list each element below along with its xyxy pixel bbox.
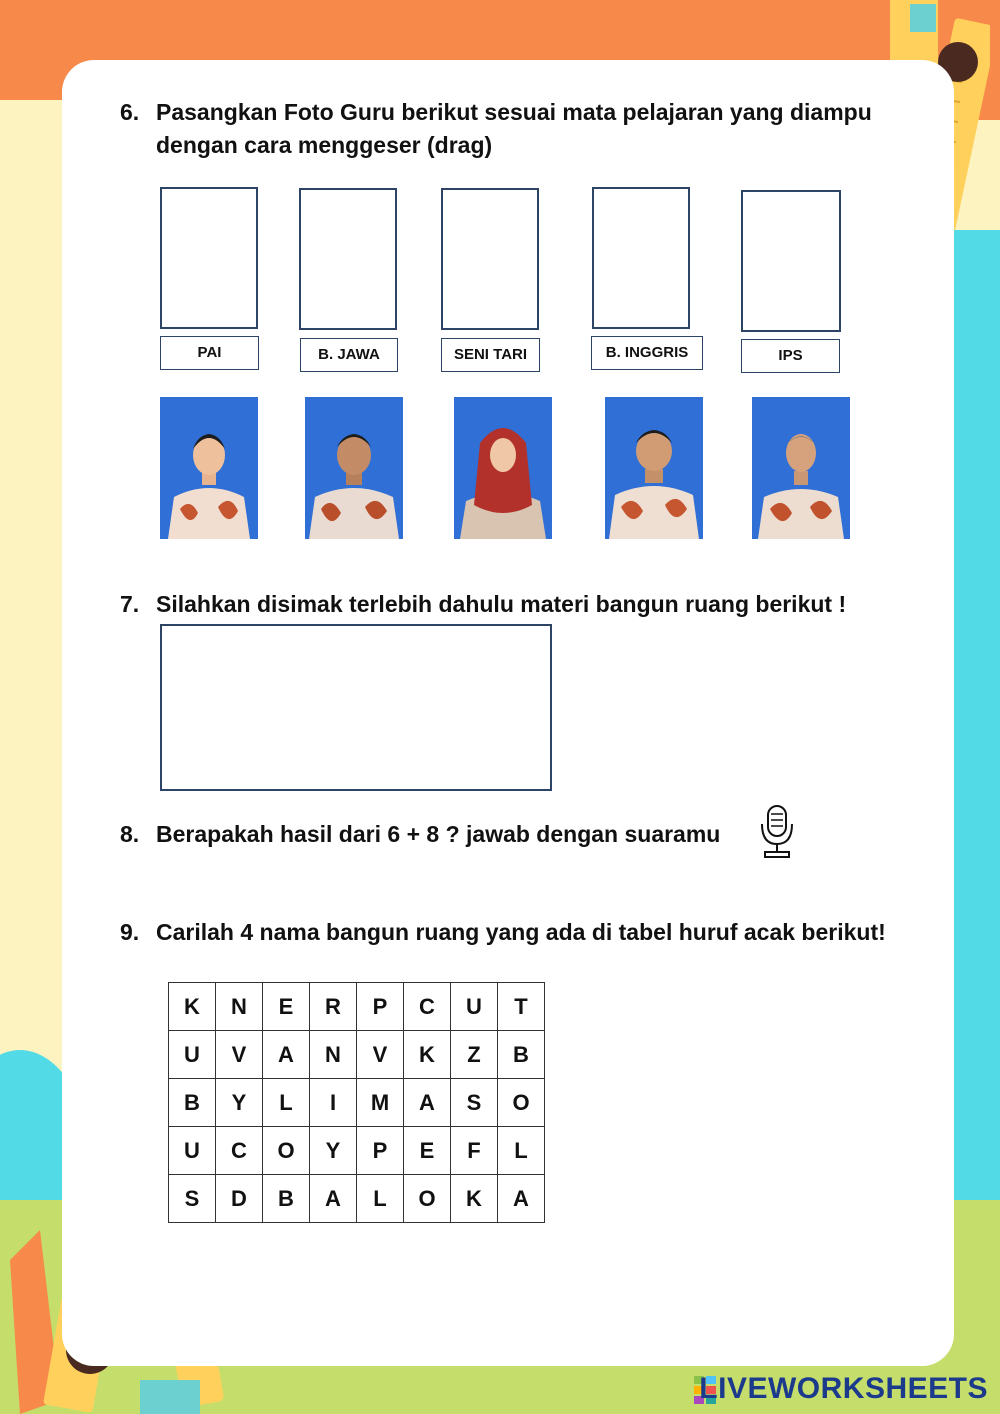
subject-label-seni-tari: SENI TARI [441,338,540,372]
grid-row [169,1031,545,1079]
grid-row [169,1127,545,1175]
grid-cell[interactable]: A [263,1031,310,1079]
grid-row [169,983,545,1031]
grid-cell[interactable]: L [498,1127,545,1175]
grid-row [169,1079,545,1127]
subject-label-ips: IPS [741,339,840,373]
drop-zone-seni-tari[interactable] [441,188,539,330]
grid-cell[interactable]: U [169,1031,216,1079]
teacher-portrait [752,397,850,539]
teacher-photo-1[interactable] [160,397,258,539]
grid-cell[interactable]: I [310,1079,357,1127]
grid-cell[interactable]: S [169,1175,216,1223]
grid-cell[interactable]: N [216,983,263,1031]
grid-cell[interactable]: O [404,1175,451,1223]
question-7-text: Silahkan disimak terlebih dahulu materi bangun ruang berikut ! [156,591,847,617]
teacher-portrait [605,397,703,539]
grid-cell[interactable]: F [451,1127,498,1175]
grid-cell[interactable]: M [357,1079,404,1127]
grid-cell[interactable]: P [357,1127,404,1175]
teacher-photo-5[interactable] [752,397,850,539]
question-number: 6. [120,99,140,125]
teacher-portrait [454,397,552,539]
teacher-portrait [305,397,403,539]
grid-cell[interactable]: Y [216,1079,263,1127]
grid-row [169,1175,545,1223]
teacher-photo-4[interactable] [605,397,703,539]
grid-cell[interactable]: A [404,1079,451,1127]
question-8 [120,818,820,851]
background-yellow-left [0,100,70,1200]
grid-cell[interactable]: E [404,1127,451,1175]
grid-cell[interactable]: K [451,1175,498,1223]
grid-cell[interactable]: B [169,1079,216,1127]
question-6-line1: Pasangkan Foto Guru berikut sesuai mata pelajaran yang diampu [156,99,872,125]
subject-label-b-jawa: B. JAWA [300,338,398,372]
question-6 [120,96,900,162]
grid-cell[interactable]: K [404,1031,451,1079]
grid-cell[interactable]: D [216,1175,263,1223]
question-number: 7. [120,591,140,617]
grid-cell[interactable]: B [498,1031,545,1079]
question-number: 8. [120,821,140,847]
microphone-icon[interactable] [758,804,796,860]
grid-cell[interactable]: E [263,983,310,1031]
liveworksheets-brand[interactable]: LIVEWORKSHEETS [699,1372,988,1405]
grid-cell[interactable]: L [263,1079,310,1127]
question-7 [120,588,900,621]
teacher-photo-2[interactable] [305,397,403,539]
drop-zone-pai[interactable] [160,187,258,329]
grid-cell[interactable]: V [357,1031,404,1079]
word-search-grid[interactable] [168,982,545,1223]
grid-cell[interactable]: Y [310,1127,357,1175]
grid-cell[interactable]: V [216,1031,263,1079]
grid-cell[interactable]: Z [451,1031,498,1079]
subject-label-b-inggris: B. INGGRIS [591,336,703,370]
material-media-box[interactable] [160,624,552,791]
grid-cell[interactable]: N [310,1031,357,1079]
grid-cell[interactable]: A [498,1175,545,1223]
question-8-text: Berapakah hasil dari 6 + 8 ? jawab dengan suaramu [156,821,721,847]
teacher-photo-3[interactable] [454,397,552,539]
grid-cell[interactable]: U [451,983,498,1031]
grid-cell[interactable]: B [263,1175,310,1223]
grid-cell[interactable]: O [263,1127,310,1175]
question-9-text: Carilah 4 nama bangun ruang yang ada di tabel huruf acak berikut! [156,919,886,945]
teacher-portrait [160,397,258,539]
question-number: 9. [120,919,140,945]
grid-cell[interactable]: O [498,1079,545,1127]
drop-zone-b-jawa[interactable] [299,188,397,330]
grid-cell[interactable]: P [357,983,404,1031]
grid-cell[interactable]: C [404,983,451,1031]
drop-zone-b-inggris[interactable] [592,187,690,329]
question-9 [120,916,940,949]
grid-cell[interactable]: A [310,1175,357,1223]
grid-cell[interactable]: U [169,1127,216,1175]
grid-cell[interactable]: R [310,983,357,1031]
grid-cell[interactable]: T [498,983,545,1031]
grid-cell[interactable]: C [216,1127,263,1175]
grid-cell[interactable]: S [451,1079,498,1127]
grid-cell[interactable]: L [357,1175,404,1223]
subject-label-pai: PAI [160,336,259,370]
grid-cell[interactable]: K [169,983,216,1031]
question-6-line2: dengan cara menggeser (drag) [156,132,493,158]
drop-zone-ips[interactable] [741,190,841,332]
